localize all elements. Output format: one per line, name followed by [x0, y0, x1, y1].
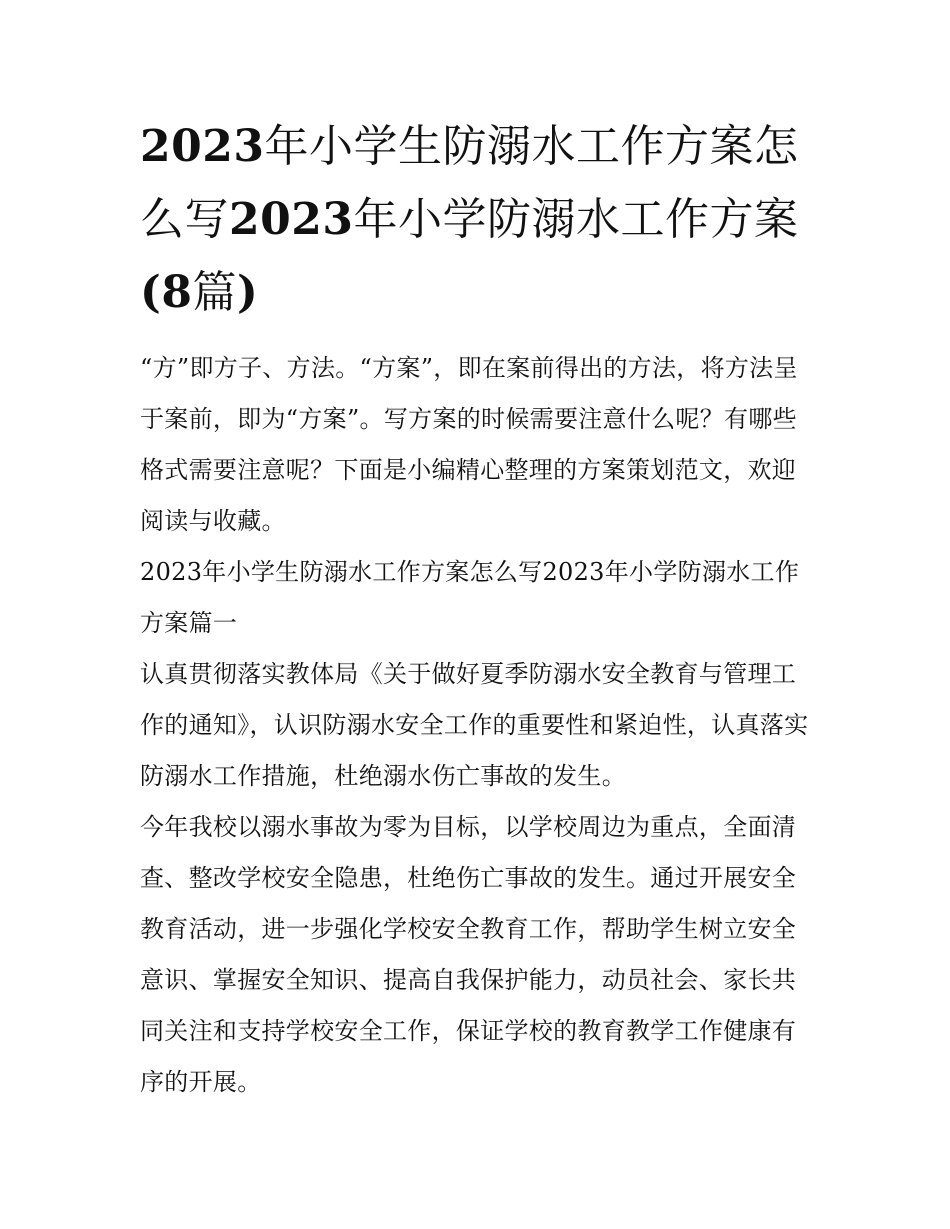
title-part: 年小学防溺水工作方案 — [353, 194, 799, 245]
document-title — [140, 110, 815, 329]
title-part: 年小学生防溺水工作方案怎么写 — [140, 121, 799, 245]
intro-paragraph: “方”即方子、方法。“方案”，即在案前得出的方法，将方法呈于案前，即为“方案”。写方案的时候需要注意什么呢？有哪些格式需要注意呢？下面是小编精心整理的方案策划范文，欢迎阅读与收藏。 — [140, 354, 798, 535]
section-heading: 2023年小学生防溺水工作方案怎么写2023年小学防溺水工作方案篇一 — [140, 558, 800, 637]
document-page — [140, 110, 815, 1108]
body-paragraph: 认真贯彻落实教体局《关于做好夏季防溺水安全教育与管理工作的通知》，认识防溺水安全工作的重要性和紧迫性，认真落实防溺水工作措施，杜绝溺水伤亡事故的发生。 — [140, 660, 809, 790]
title-part: 2023 — [229, 194, 354, 245]
body-paragraph: 今年我校以溺水事故为零为目标，以学校周边为重点，全面清查、整改学校安全隐患，杜绝伤亡事故的发生。通过开展安全教育活动，进一步强化学校安全教育工作，帮助学生树立安全意识、掌握安全知识、提高自我保护能力，动员社会、家长共同关注和支持学校安全工作，保证学校的教育教学工作健康有序的开展。 — [140, 813, 797, 1096]
title-part: 2023 — [140, 121, 265, 172]
title-part: ) — [236, 267, 259, 318]
title-part: (8 — [140, 267, 193, 318]
title-part: 篇 — [192, 267, 237, 318]
